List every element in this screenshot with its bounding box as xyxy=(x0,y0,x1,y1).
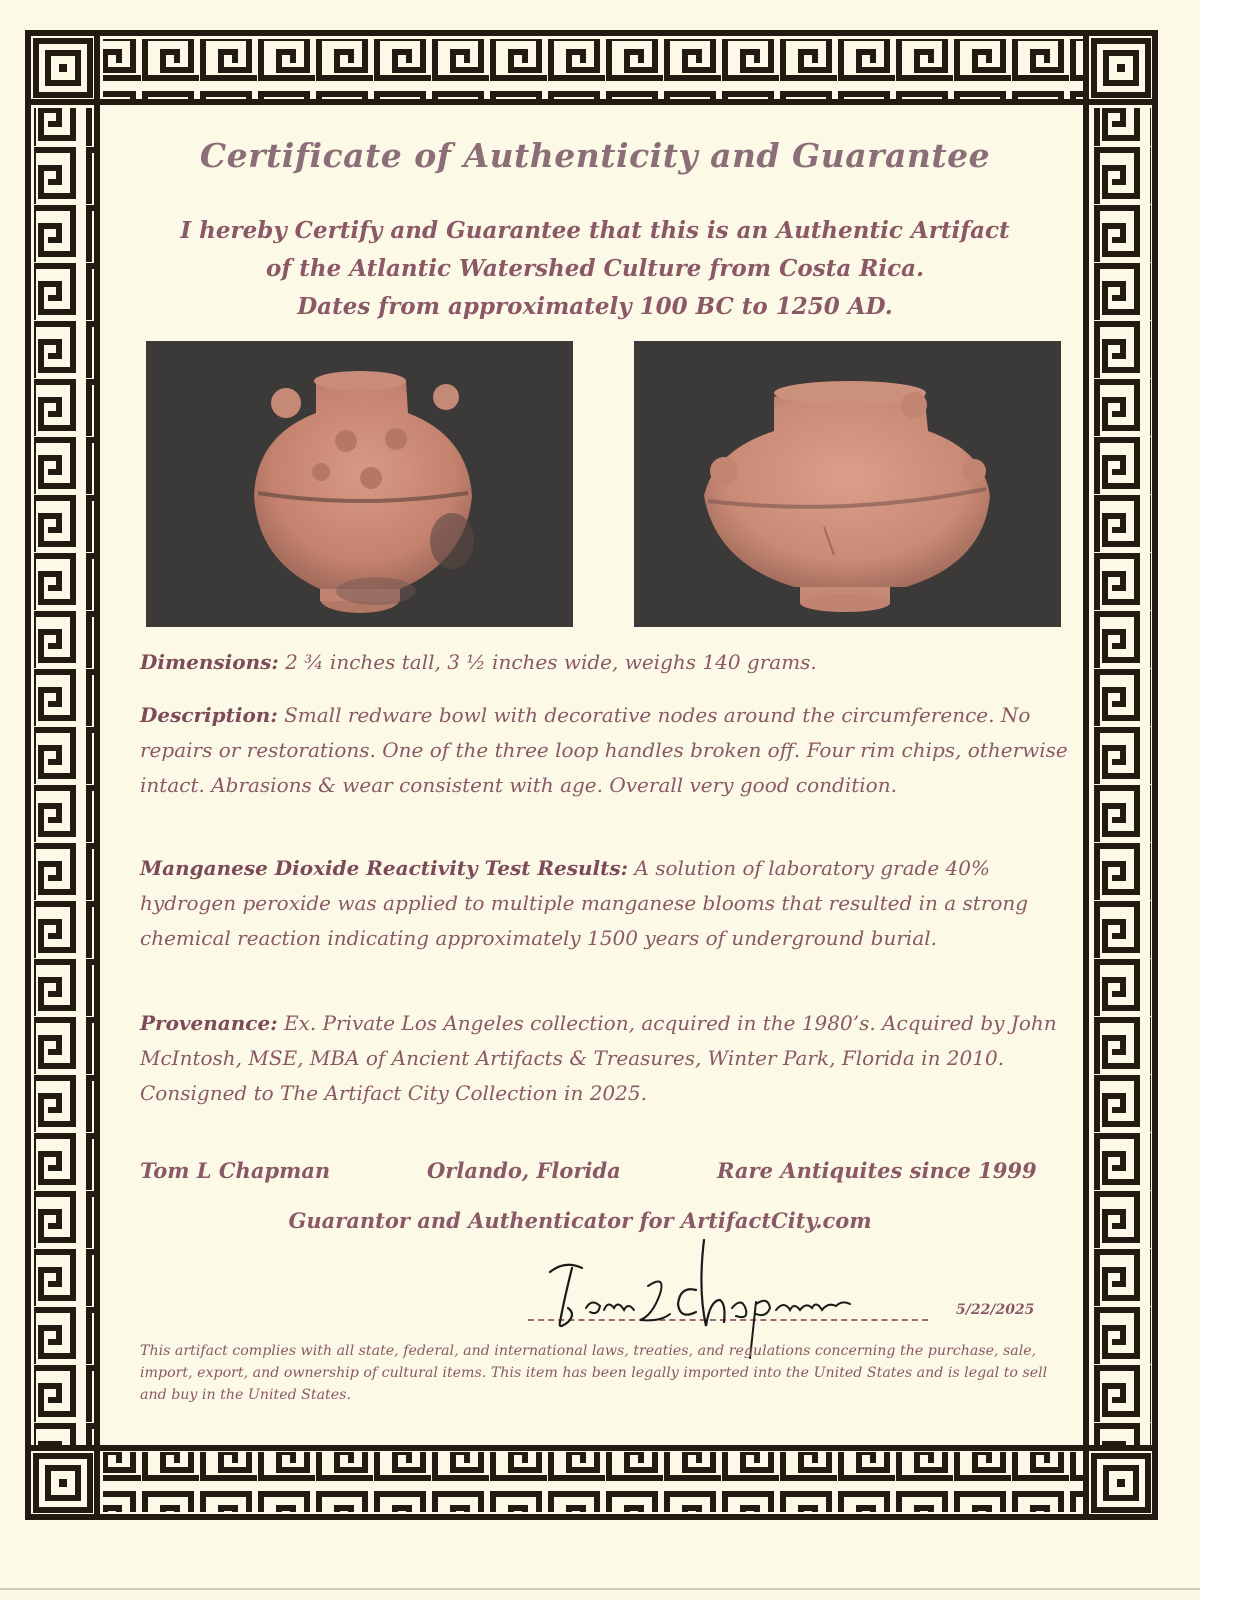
signatory-info-row xyxy=(140,1158,1060,1194)
guarantor-role: Guarantor and Authenticator for ArtifactCity.com xyxy=(288,1208,872,1233)
scan-margin xyxy=(1200,0,1236,1600)
certificate-body xyxy=(100,100,1090,1445)
description-section xyxy=(140,698,1070,803)
artifact-photo-side xyxy=(634,341,1061,627)
signatory-location: Orlando, Florida xyxy=(427,1158,621,1183)
provenance-section xyxy=(140,1006,1070,1111)
statement-line: Dates from approximately 100 BC to 1250 AD. xyxy=(297,293,893,320)
statement-line: of the Atlantic Watershed Culture from Costa Rica. xyxy=(266,255,924,282)
manganese-test-label: Manganese Dioxide Reactivity Test Results: xyxy=(140,856,629,880)
certification-statement xyxy=(100,212,1090,326)
provenance-label: Provenance: xyxy=(140,1011,278,1035)
signatory-tagline: Rare Antiquites since 1999 xyxy=(717,1158,1037,1183)
manganese-test-text: A solution of laboratory grade 40% hydrogen peroxide was applied to multiple manganese blooms that resulted in a strong chemical reaction indicating approximately 1500 years of underground burial. xyxy=(140,856,1029,950)
certificate-title: Certificate of Authenticity and Guarantee xyxy=(199,136,991,175)
description-text: Small redware bowl with decorative nodes around the circumference. No repairs or restorations. One of the three loop handles broken off. Four rim chips, otherwise intact. Abrasions & wear consistent with age. Overall very good condition. xyxy=(140,703,1068,797)
dimensions-label: Dimensions: xyxy=(140,650,279,674)
legal-compliance-notice: This artifact complies with all state, federal, and international laws, treaties, and regulations concerning the purchase, sale, import, export, and ownership of cultural items. This item has been legally imported into the United States and is legal to sell and buy in the United States. xyxy=(140,1343,1048,1403)
description-label: Description: xyxy=(140,703,278,727)
signature-date: 5/22/2025 xyxy=(956,1302,1035,1318)
statement-line: I hereby Certify and Guarantee that this is an Authentic Artifact xyxy=(180,217,1010,244)
provenance-text: Ex. Private Los Angeles collection, acquired in the 1980’s. Acquired by John McIntosh, MSE, MBA of Ancient Artifacts & Treasures, Winter Park, Florida in 2010. Consigned to The Artifact City Collection in 2025. xyxy=(140,1011,1057,1105)
dimensions-text: 2 ¾ inches tall, 3 ½ inches wide, weighs 140 grams. xyxy=(278,650,817,674)
signatory-name: Tom L Chapman xyxy=(140,1158,331,1183)
artifact-photo-front xyxy=(146,341,573,627)
manganese-test-section xyxy=(140,851,1070,956)
dimensions-section xyxy=(140,645,1070,680)
